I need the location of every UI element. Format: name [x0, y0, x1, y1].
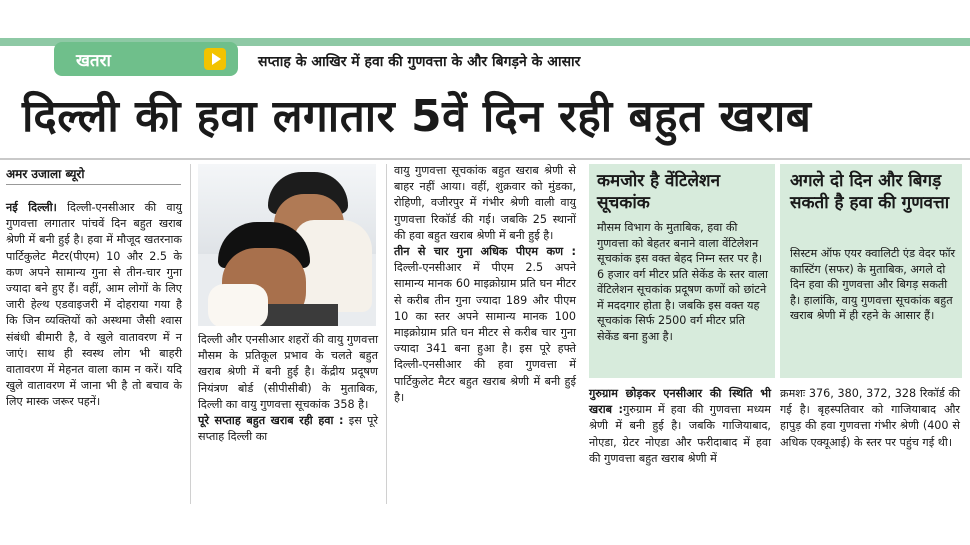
column-3-text: वायु गुणवत्ता सूचकांक बहुत खराब श्रेणी से बाहर नहीं आया। वहीं, शुक्रवार को मुंडका, रोहिणी, वजीरपुर में गंभीर श्रेणी वाली वायु गुणवत्ता रिकॉर्ड की गई। जबकि 25 स्थानों की हवा बहुत खराब श्रेणी में बनी हुई है।: [394, 164, 576, 242]
kicker: सप्ताह के आखिर में हवा की गुणवत्ता के और बिगड़ने के आसार: [258, 54, 581, 70]
headline-divider: [0, 158, 970, 160]
category-tag-label: खतरा: [76, 51, 111, 71]
column-3-subhead: तीन से चार गुना अधिक पीएम कण :: [394, 245, 576, 259]
column-5-text: क्रमशः 376, 380, 372, 328 रिकॉर्ड की गई है। बृहस्पतिवार को गाजियाबाद और हापुड़ की हवा गुणवत्ता गंभीर श्रेणी (400 से अधिक एक्यूआई) के स्तर पर पहुंच गई थी।: [780, 387, 960, 449]
dateline: नई दिल्ली।: [6, 201, 57, 214]
column-4-subhead: गुरुग्राम छोड़कर एनसीआर की स्थिति भी खराब :: [589, 387, 771, 417]
byline: अमर उजाला ब्यूरो: [6, 167, 85, 181]
forecast-box: [780, 164, 962, 378]
column-1: [6, 200, 182, 411]
column-2-subhead: पूरे सप्ताह बहुत खराब रही हवा :: [198, 414, 344, 428]
column-1-text: दिल्ली-एनसीआर की वायु गुणवत्ता लगातार पांचवें दिन बहुत खराब श्रेणी में बनी हुई है। हवा में मौजूद खतरनाक पार्टिकुलेट मैटर(पीएम) 10 और 2.5 के कण अपने सामान्य गुना से तीन-चार गुना ज्यादा बने हुए हैं। वहीं, आम लोगों के लिए जारी हेल्थ एडवाइजरी में दोहराया गया है कि जिन व्यक्तियों को अस्थमा जैसी श्वास संबंधी बीमारी है, वे खुले वातावरण में न जाएं। साथ ही स्वस्थ लोग भी बाहरी वातावरण में मेहनत वाला काम न करें। यदि खुले वातावरण में जाना भी है तो बचाव के लिए मास्क जरूर पहनें।: [6, 201, 182, 409]
column-3-subtext: दिल्ली-एनसीआर में पीएम 2.5 अपने सामान्य मानक 60 माइक्रोग्राम प्रति घन मीटर से करीब तीन गुना ज्यादा 189 और पीएम 10 का स्तर अपने सामान्य मानक 100 माइक्रोग्राम प्रति घन मीटर से करीब चार गुना ज्यादा 341 बना हुआ है। इस पूरे हफ्ते दिल्ली-एनसीआर की हवा गुणवत्ता में पार्टिकुलेट मैटर बहुत खराब श्रेणी में बनी हुई है।: [394, 261, 576, 404]
column-divider: [386, 164, 387, 504]
forecast-box-text: सिस्टम ऑफ एयर क्वालिटी एंड वेदर फॉर कास्टिंग (सफर) के मुताबिक, अगले दो दिन हवा की गुणवत्ता और बिगड़ सकती है। हालांकि, वायु गुणवत्ता सूचकांक बहुत खराब श्रेणी में ही रहने के आसार हैं।: [790, 247, 956, 322]
ventilation-box-title: कमजोर है वेंटिलेशन सूचकांक: [597, 171, 720, 213]
column-2: [198, 332, 378, 445]
column-2-text: दिल्ली और एनसीआर शहरों की वायु गुणवत्ता मौसम के प्रतिकूल प्रभाव के चलते बहुत खराब श्रेणी में बनी हुई है। केंद्रीय प्रदूषण नियंत्रण बोर्ड (सीपीसीबी) के मुताबिक, दिल्ली का वायु गुणवत्ता सूचकांक 358 है।: [198, 333, 378, 411]
forecast-box-title: अगले दो दिन और बिगड़ सकती है हवा की गुणवत्ता: [790, 171, 950, 213]
column-4: [589, 386, 771, 467]
column-2-subtext: इस पूरे सप्ताह दिल्ली का: [198, 414, 378, 444]
column-4-subtext: गुरुग्राम में हवा की गुणवत्ता मध्यम श्रेणी में बनी हुई है। जबकि गाजियाबाद, नोएडा, ग्रेटर नोएडा और फरीदाबाद में हवा की गुणवत्ता बहुत खराब श्रेणी में: [589, 403, 771, 465]
ventilation-box-text: मौसम विभाग के मुताबिक, हवा की गुणवत्ता को बेहतर बनाने वाला वेंटिलेशन सूचकांक इस वक्त बेहद निम्न स्तर पर है। 6 हजार वर्ग मीटर प्रति सेकेंड के स्तर वाला वेंटिलेशन सूचकांक प्रदूषण कणों को छांटने में मददगार होता है। जबकि इस वक्त यह सूचकांक सिर्फ 2500 वर्ग मीटर प्रति सेकेंड बना हुआ है।: [597, 221, 768, 343]
column-divider: [190, 164, 191, 504]
ventilation-box: [589, 164, 775, 378]
byline-divider: [6, 184, 181, 185]
category-tag[interactable]: [54, 42, 238, 76]
play-icon[interactable]: [204, 48, 226, 70]
column-3: [394, 163, 576, 406]
news-photo: [198, 164, 376, 326]
column-5: [780, 386, 960, 451]
headline: दिल्ली की हवा लगातार 5वें दिन रही बहुत खराब: [22, 91, 812, 142]
